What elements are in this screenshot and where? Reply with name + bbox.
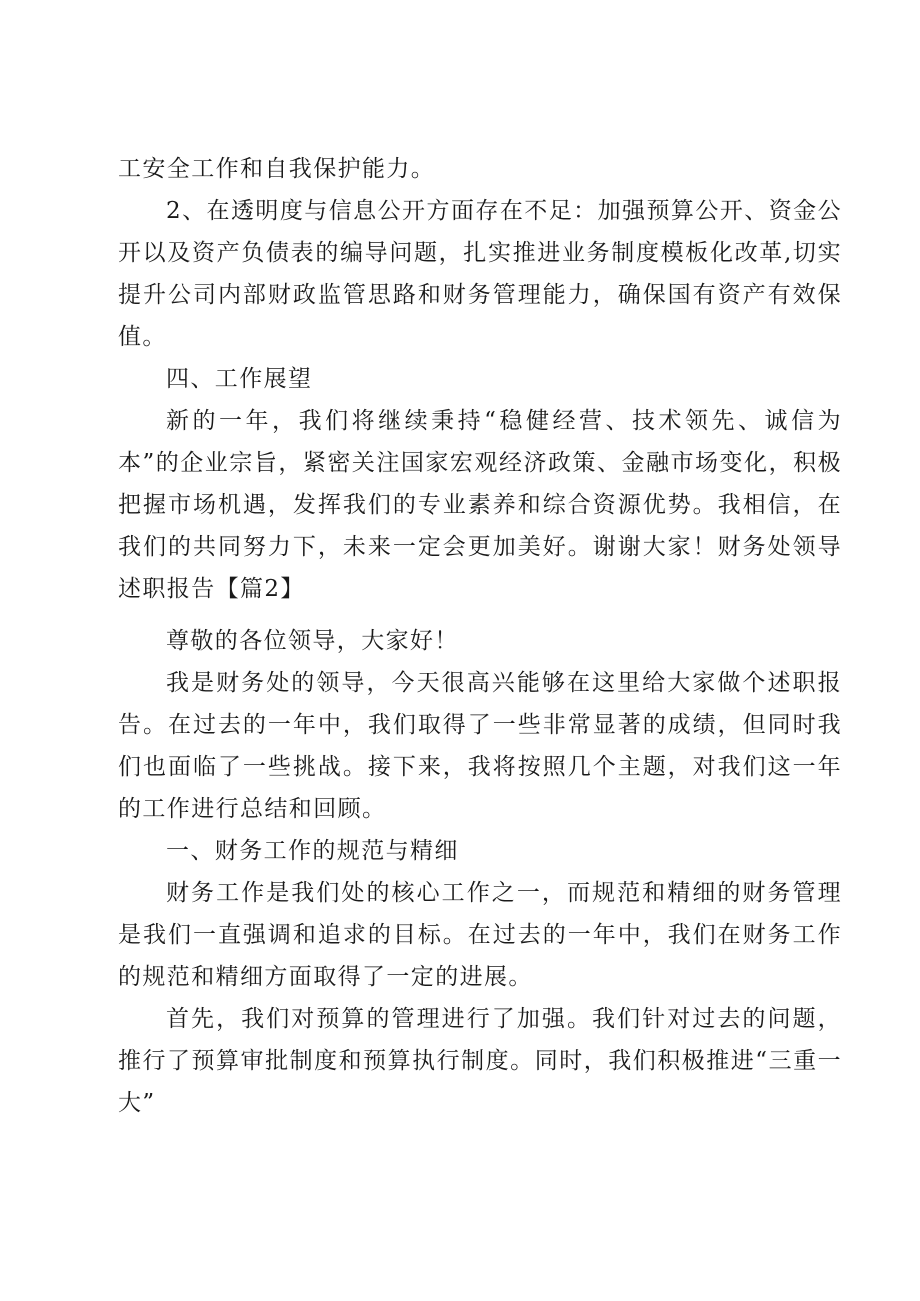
paragraph-budget-management: 首先，我们对预算的管理进行了加强。我们针对过去的问题，推行了预算审批制度和预算执行制度。同时，我们积极推进“三重一大” (118, 1006, 842, 1116)
paragraph-introduction: 我是财务处的领导，今天很高兴能够在这里给大家做个述职报告。在过去的一年中，我们取得了一些非常显著的成绩，但同时我们也面临了一些挑战。接下来，我将按照几个主题，对我们这一年的工作进行总结和回顾。 (118, 670, 842, 822)
paragraph-greeting: 尊敬的各位领导，大家好！ (166, 628, 459, 654)
paragraph-finance-core: 财务工作是我们处的核心工作之一，而规范和精细的财务管理是我们一直强调和追求的目标。在过去的一年中，我们在财务工作的规范和精细方面取得了一定的进展。 (118, 880, 842, 990)
paragraph-transparency-issue: 2、在透明度与信息公开方面存在不足：加强预算公开、资金公开以及资产负债表的编导问题，扎实推进业务制度模板化改革,切实提升公司内部财政监管思路和财务管理能力，确保国有资产有效保值。 (118, 198, 842, 350)
paragraph-continuation: 工安全工作和自我保护能力。 (118, 156, 436, 182)
section-heading-finance-standardization: 一、财务工作的规范与精细 (166, 838, 459, 864)
paragraph-outlook: 新的一年，我们将继续秉持“稳健经营、技术领先、诚信为本”的企业宗旨，紧密关注国家宏观经济政策、金融市场变化，积极把握市场机遇，发挥我们的专业素养和综合资源优势。我相信，在我们的共同努力下，未来一定会更加美好。谢谢大家！财务处领导述职报告【篇2】 (118, 408, 842, 602)
section-heading-work-outlook: 四、工作展望 (166, 366, 313, 392)
document-body (118, 148, 842, 1124)
